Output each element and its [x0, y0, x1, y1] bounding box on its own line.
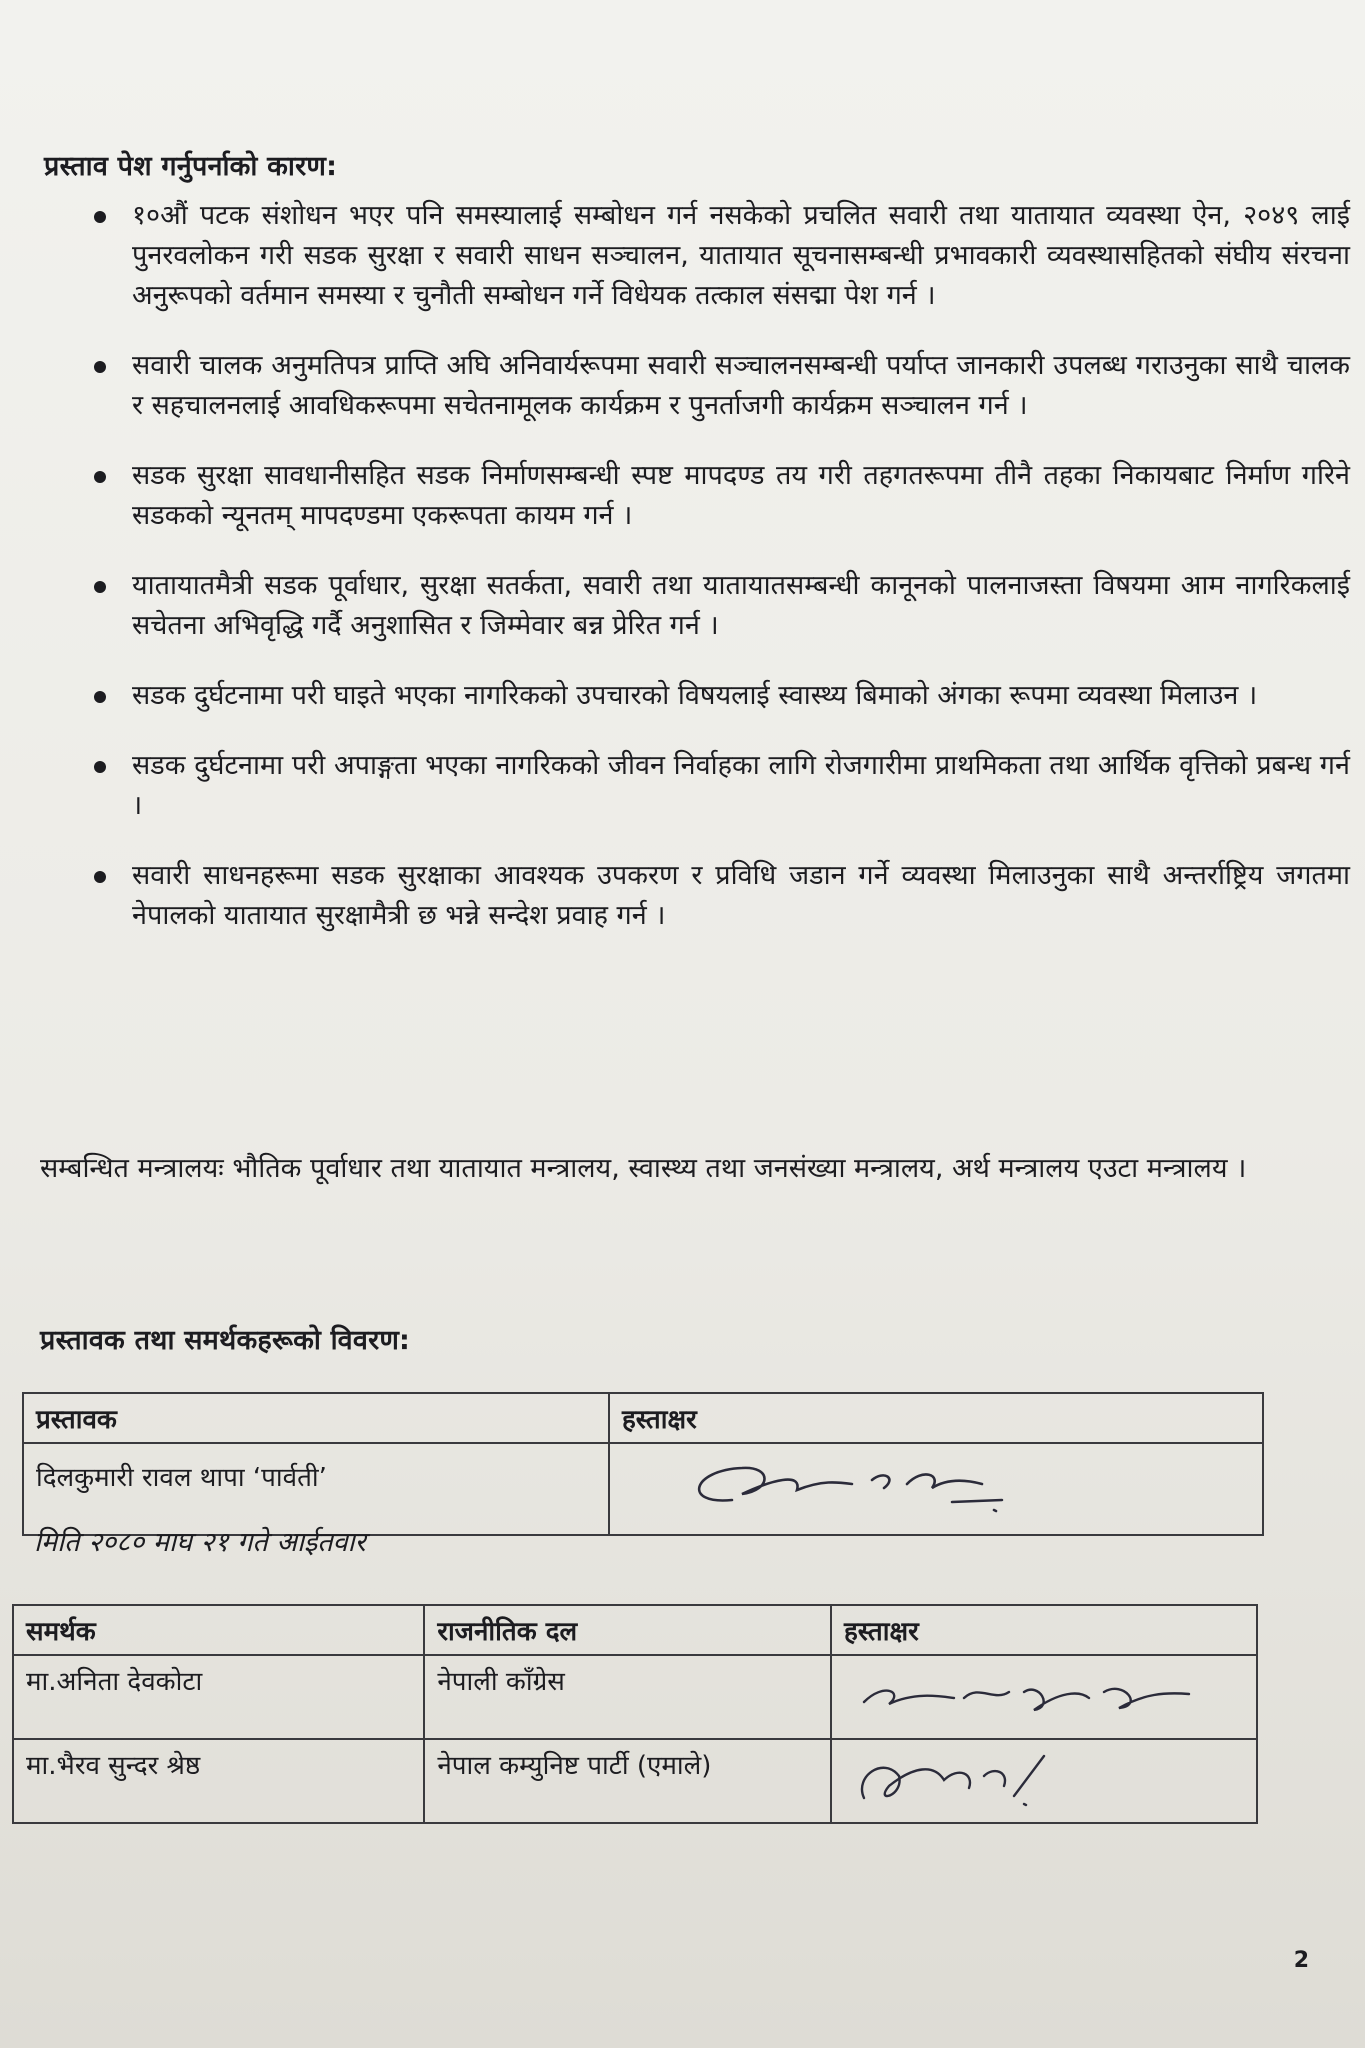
bullet-icon	[94, 761, 106, 773]
reason-item-text: १०औं पटक संशोधन भएर पनि समस्यालाई सम्बोधन गर्न नसकेको प्रचलित सवारी तथा यातायात व्यवस्था ऐन, २०४९ लाई पुनरवलोकन गरी सडक सुरक्षा र सवारी साधन सञ्चालन, यातायात सूचनासम्बन्धी प्रभावकारी व्यवस्थासहितको संघीय संरचना अनुरूपको वर्तमान समस्या र चुनौती सम्बोधन गर्ने विधेयक तत्काल संसद्मा पेश गर्न ।	[132, 200, 1350, 311]
related-ministries: सम्बन्धित मन्त्रालयः भौतिक पूर्वाधार तथा यातायात मन्त्रालय, स्वास्थ्य तथा जनसंख्या मन्त्रालय, अर्थ मन्त्रालय एउटा मन्त्रालय ।	[40, 1153, 1247, 1184]
reason-item	[88, 346, 1350, 426]
supporter-table	[12, 1604, 1258, 1824]
page-number: 2	[1293, 1948, 1309, 1973]
signature-image	[622, 1450, 1042, 1520]
reason-item-text: सडक दुर्घटनामा परी अपाङ्गता भएका नागरिकको जीवन निर्वाहका लागि रोजगारीमा प्राथमिकता तथा आर्थिक वृत्तिको प्रबन्ध गर्न ।	[132, 750, 1350, 821]
reason-item	[88, 746, 1350, 826]
column-header-signature: हस्ताक्षर	[831, 1605, 1257, 1655]
date-line: मिति २०८० माघ २१ गते आईतवार	[34, 1527, 366, 1558]
column-header-party: राजनीतिक दल	[424, 1605, 831, 1655]
bullet-icon	[94, 471, 106, 483]
reason-item-text: सडक दुर्घटनामा परी घाइते भएका नागरिकको उपचारको विषयलाई स्वास्थ्य बिमाको अंगका रूपमा व्यवस्था मिलाउन ।	[132, 680, 1258, 711]
proposer-signature-cell	[609, 1443, 1263, 1535]
proposer-table	[22, 1392, 1264, 1536]
signature-image	[844, 1662, 1244, 1728]
bullet-icon	[94, 211, 106, 223]
table-header-row	[13, 1605, 1257, 1655]
bullet-icon	[94, 581, 106, 593]
reason-item-text: सवारी साधनहरूमा सडक सुरक्षाका आवश्यक उपकरण र प्रविधि जडान गर्ने व्यवस्था मिलाउनुका साथै अन्तर्राष्ट्रिय जगतमा नेपालको यातायात सुरक्षामैत्री छ भन्ने सन्देश प्रवाह गर्न ।	[132, 860, 1350, 931]
reason-item	[88, 856, 1350, 936]
supporter-party: नेपाल कम्युनिष्ट पार्टी (एमाले)	[424, 1739, 831, 1823]
proposer-name: दिलकुमारी रावल थापा ‘पार्वती’	[23, 1443, 609, 1535]
supporters-heading: प्रस्तावक तथा समर्थकहरूको विवरण:	[40, 1325, 411, 1356]
reason-item-text: यातायातमैत्री सडक पूर्वाधार, सुरक्षा सतर्कता, सवारी तथा यातायातसम्बन्धी कानूनको पालनाजस्ता विषयमा आम नागरिकलाई सचेतना अभिवृद्धि गर्दै अनुशासित र जिम्मेवार बन्न प्रेरित गर्न ।	[132, 570, 1350, 641]
supporter-party: नेपाली काँग्रेस	[424, 1655, 831, 1739]
reason-list	[88, 196, 1350, 966]
supporter-name: मा.भैरव सुन्दर श्रेष्ठ	[13, 1739, 424, 1823]
reason-item	[88, 196, 1350, 316]
reason-item-text: सवारी चालक अनुमतिपत्र प्राप्ति अघि अनिवार्यरूपमा सवारी सञ्चालनसम्बन्धी पर्याप्त जानकारी उपलब्ध गराउनुका साथै चालक र सहचालनलाई आवधिकरूपमा सचेतनामूलक कार्यक्रम र पुनर्ताजगी कार्यक्रम सञ्चालन गर्न ।	[132, 350, 1350, 421]
supporter-signature-cell	[831, 1739, 1257, 1823]
supporter-name: मा.अनिता देवकोटा	[13, 1655, 424, 1739]
reason-item	[88, 456, 1350, 536]
table-row	[13, 1739, 1257, 1823]
column-header-proposer: प्रस्तावक	[23, 1393, 609, 1443]
supporter-signature-cell	[831, 1655, 1257, 1739]
column-header-supporter: समर्थक	[13, 1605, 424, 1655]
bullet-icon	[94, 691, 106, 703]
signature-image	[844, 1746, 1244, 1812]
reason-heading: प्रस्ताव पेश गर्नुपर्नाको कारण:	[44, 151, 338, 182]
table-header-row	[23, 1393, 1263, 1443]
table-row	[13, 1655, 1257, 1739]
column-header-signature: हस्ताक्षर	[609, 1393, 1263, 1443]
reason-item	[88, 676, 1350, 716]
bullet-icon	[94, 871, 106, 883]
bullet-icon	[94, 361, 106, 373]
reason-item	[88, 566, 1350, 646]
reason-item-text: सडक सुरक्षा सावधानीसहित सडक निर्माणसम्बन्धी स्पष्ट मापदण्ड तय गरी तहगतरूपमा तीनै तहका निकायबाट निर्माण गरिने सडकको न्यूनतम् मापदण्डमा एकरूपता कायम गर्न ।	[132, 460, 1350, 531]
